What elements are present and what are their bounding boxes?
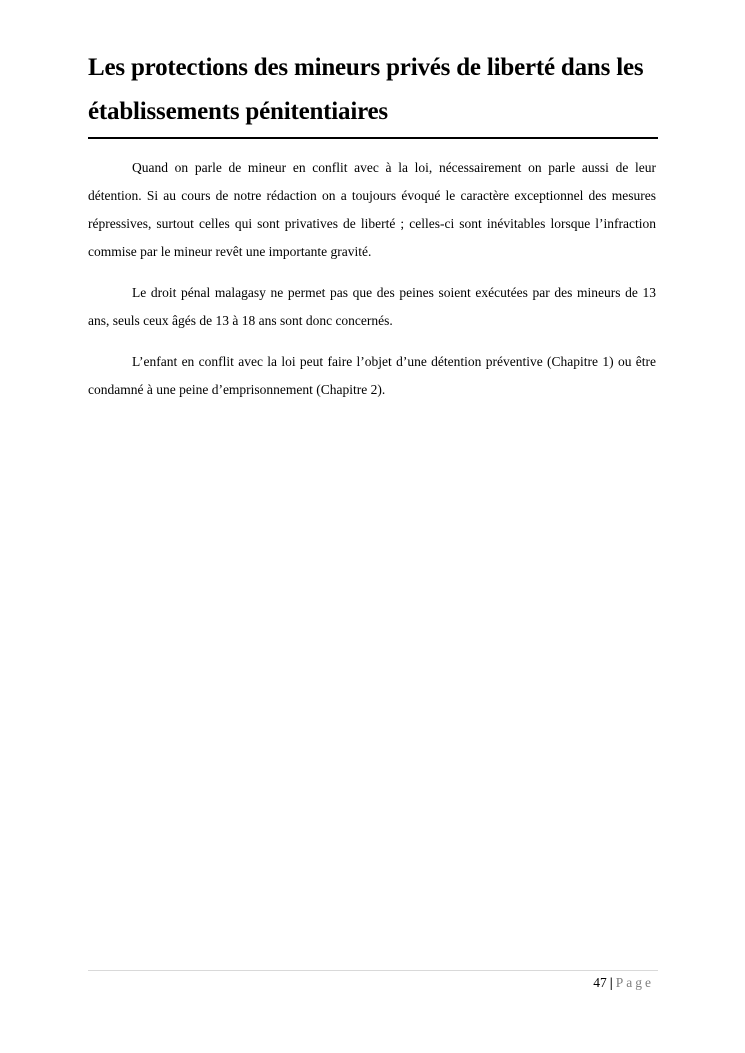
footer-divider — [88, 970, 658, 971]
paragraph-2: Le droit pénal malagasy ne permet pas que des peines soient exécutées par des mineurs de 13 ans, seuls ceux âgés de 13 à 18 ans sont donc concernés. — [88, 285, 656, 328]
paragraph-1: Quand on parle de mineur en conflit avec à la loi, nécessairement on parle aussi de leur détention. Si au cours de notre rédaction on a toujours évoqué le caractère exceptionnel des mesures répressives, surtout celles qui sont privatives de liberté ; celles-ci sont inévitables lorsque l’infraction commise par le mineur revêt une importante gravité. — [88, 160, 656, 259]
page-title: Les protections des mineurs privés de liberté dans les établissements pénitentiaires — [88, 54, 644, 125]
footer-separator: | — [609, 975, 613, 990]
page-number: 47 — [593, 975, 607, 990]
paragraph-3: L’enfant en conflit avec la loi peut faire l’objet d’une détention préventive (Chapitre 1) ou être condamné à une peine d’emprisonnement (Chapitre 2). — [88, 354, 656, 397]
page-footer — [593, 973, 654, 993]
page-label: Page — [615, 975, 654, 990]
body-text — [88, 154, 656, 417]
title-underline — [88, 137, 658, 139]
